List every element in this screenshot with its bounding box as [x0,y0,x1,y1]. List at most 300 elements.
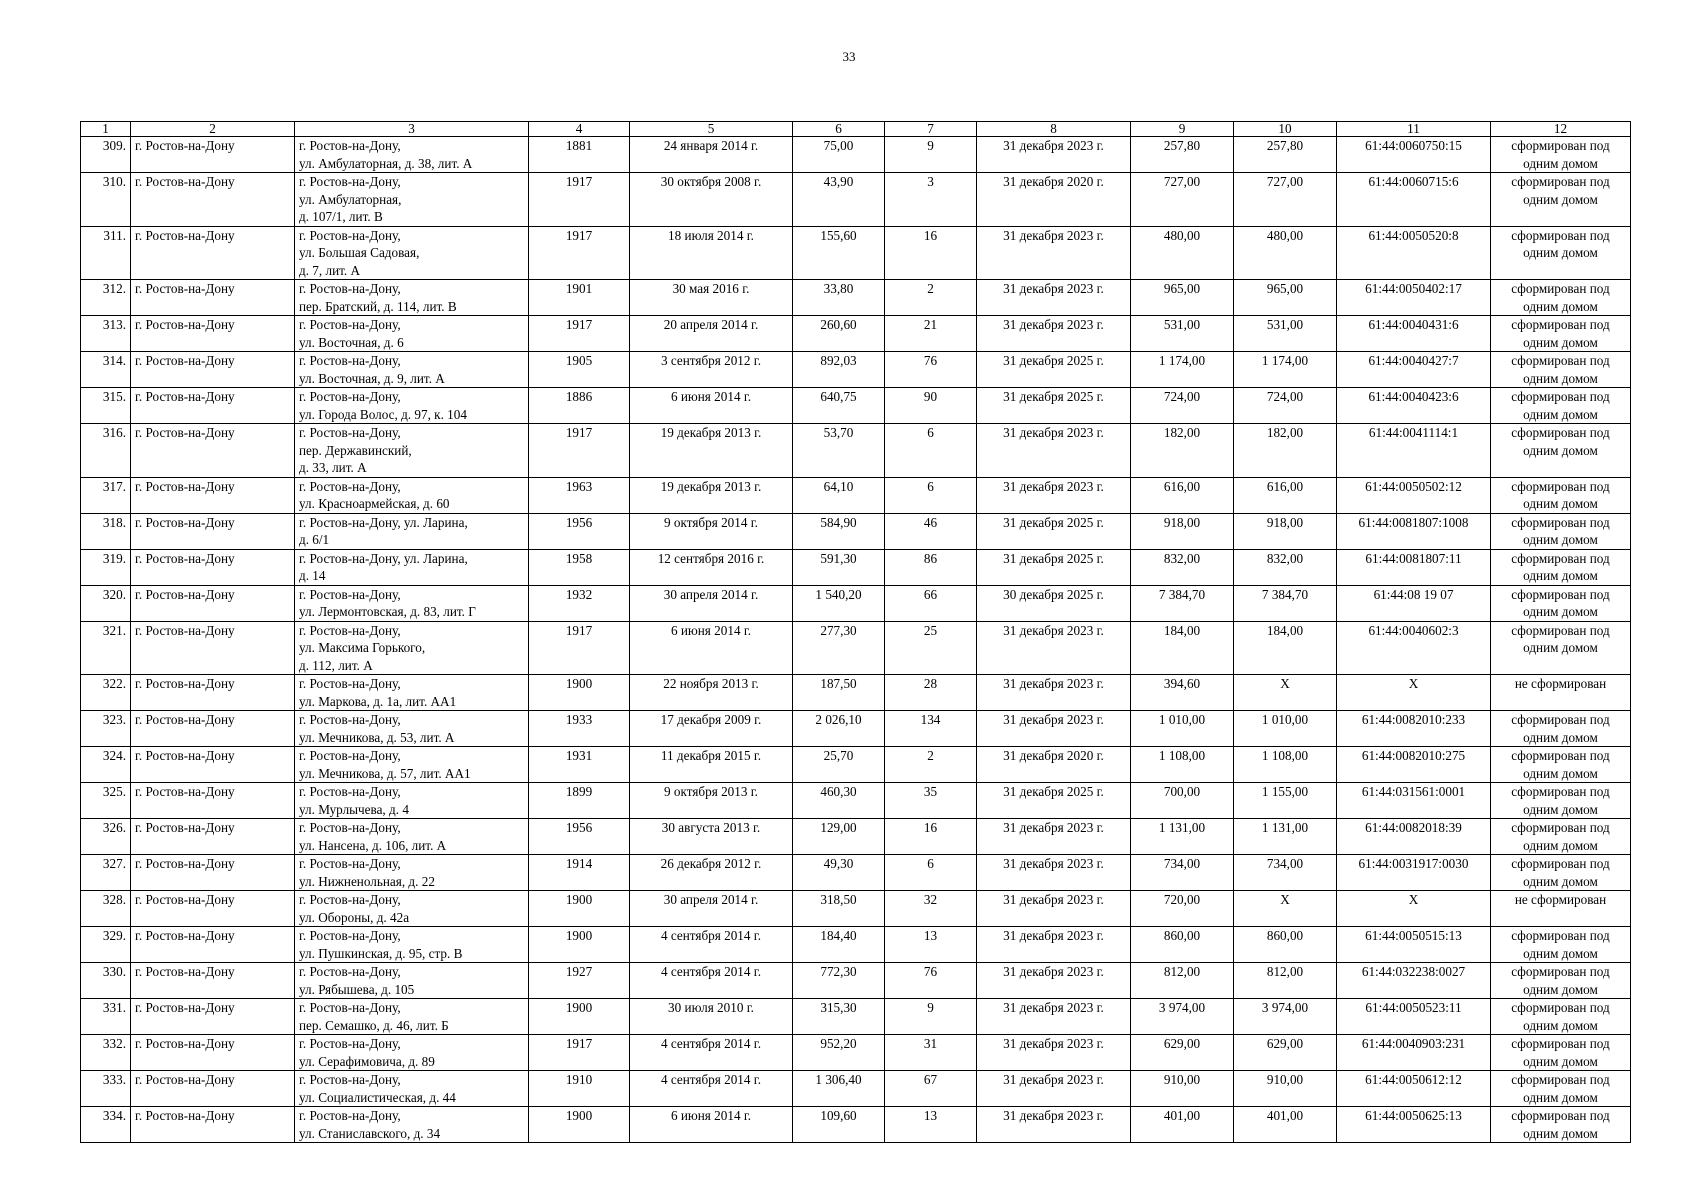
land-status-cell: сформирован под одним домом [1491,819,1631,855]
cadastral-number-cell: 61:44:0050612:12 [1337,1071,1491,1107]
row-number-cell: 309. [81,137,131,173]
cost-actual-cell: 965,00 [1234,280,1337,316]
table-row [81,855,1631,891]
residents-cell: 9 [885,999,977,1035]
city-cell: г. Ростов-на-Дону [131,855,295,891]
city-cell: г. Ростов-на-Дону [131,963,295,999]
cadastral-number-cell: 61:44:0040431:6 [1337,316,1491,352]
cadastral-number-cell: 61:44:08 19 07 [1337,585,1491,621]
cadastral-number-cell: 61:44:0050523:11 [1337,999,1491,1035]
address-cell: г. Ростов-на-Дону, ул. Мечникова, д. 53, лит. А [295,711,529,747]
cost-actual-cell: X [1234,675,1337,711]
address-cell: г. Ростов-на-Дону, пер. Братский, д. 114, лит. В [295,280,529,316]
date-cell: 4 сентября 2014 г. [630,1035,793,1071]
cost-actual-cell: 184,00 [1234,621,1337,675]
address-cell: г. Ростов-на-Дону, пер. Державинский, д. 33, лит. А [295,424,529,478]
cadastral-number-cell: 61:44:0050520:8 [1337,226,1491,280]
residents-cell: 134 [885,711,977,747]
deadline-cell: 31 декабря 2023 г. [977,855,1131,891]
year-cell: 1905 [529,352,630,388]
year-cell: 1917 [529,173,630,227]
cost-actual-cell: 531,00 [1234,316,1337,352]
table-row [81,621,1631,675]
land-status-cell: сформирован под одним домом [1491,388,1631,424]
date-cell: 26 декабря 2012 г. [630,855,793,891]
area-cell: 772,30 [793,963,885,999]
residents-cell: 31 [885,1035,977,1071]
cost-estimate-cell: 965,00 [1131,280,1234,316]
area-cell: 64,10 [793,477,885,513]
header-row [81,122,1631,137]
row-number-cell: 330. [81,963,131,999]
cadastral-number-cell: 61:44:0082018:39 [1337,819,1491,855]
table-row [81,137,1631,173]
area-cell: 25,70 [793,747,885,783]
land-status-cell: сформирован под одним домом [1491,173,1631,227]
residents-cell: 9 [885,137,977,173]
year-cell: 1881 [529,137,630,173]
table-row [81,316,1631,352]
deadline-cell: 31 декабря 2023 г. [977,711,1131,747]
residents-cell: 2 [885,280,977,316]
table-row [81,173,1631,227]
land-status-cell: сформирован под одним домом [1491,137,1631,173]
row-number-cell: 310. [81,173,131,227]
address-cell: г. Ростов-на-Дону, ул. Мечникова, д. 57, лит. АА1 [295,747,529,783]
cost-actual-cell: 1 155,00 [1234,783,1337,819]
cadastral-number-cell: 61:44:0041114:1 [1337,424,1491,478]
city-cell: г. Ростов-на-Дону [131,675,295,711]
land-status-cell: сформирован под одним домом [1491,1107,1631,1143]
column-number-header: 11 [1337,122,1491,137]
cost-actual-cell: 812,00 [1234,963,1337,999]
land-status-cell: сформирован под одним домом [1491,280,1631,316]
area-cell: 315,30 [793,999,885,1035]
cost-estimate-cell: 812,00 [1131,963,1234,999]
address-cell: г. Ростов-на-Дону, ул. Станиславского, д. 34 [295,1107,529,1143]
deadline-cell: 31 декабря 2023 г. [977,675,1131,711]
year-cell: 1958 [529,549,630,585]
date-cell: 6 июня 2014 г. [630,388,793,424]
cost-estimate-cell: 531,00 [1131,316,1234,352]
cost-estimate-cell: 700,00 [1131,783,1234,819]
cadastral-number-cell: 61:44:0040427:7 [1337,352,1491,388]
column-number-header: 8 [977,122,1131,137]
area-cell: 460,30 [793,783,885,819]
cadastral-number-cell: 61:44:0040903:231 [1337,1035,1491,1071]
date-cell: 24 января 2014 г. [630,137,793,173]
city-cell: г. Ростов-на-Дону [131,424,295,478]
residents-cell: 13 [885,1107,977,1143]
row-number-cell: 328. [81,891,131,927]
year-cell: 1956 [529,819,630,855]
land-status-cell: сформирован под одним домом [1491,783,1631,819]
row-number-cell: 317. [81,477,131,513]
residents-cell: 35 [885,783,977,819]
table-row [81,963,1631,999]
year-cell: 1917 [529,621,630,675]
address-cell: г. Ростов-на-Дону, ул. Восточная, д. 6 [295,316,529,352]
deadline-cell: 31 декабря 2023 г. [977,316,1131,352]
city-cell: г. Ростов-на-Дону [131,819,295,855]
date-cell: 22 ноября 2013 г. [630,675,793,711]
column-number-header: 3 [295,122,529,137]
column-number-header: 1 [81,122,131,137]
land-status-cell: сформирован под одним домом [1491,855,1631,891]
deadline-cell: 31 декабря 2023 г. [977,1107,1131,1143]
year-cell: 1900 [529,999,630,1035]
residents-cell: 2 [885,747,977,783]
cadastral-number-cell: 61:44:0050515:13 [1337,927,1491,963]
date-cell: 30 августа 2013 г. [630,819,793,855]
year-cell: 1914 [529,855,630,891]
year-cell: 1932 [529,585,630,621]
table-row [81,1035,1631,1071]
city-cell: г. Ростов-на-Дону [131,621,295,675]
address-cell: г. Ростов-на-Дону, ул. Рябышева, д. 105 [295,963,529,999]
year-cell: 1886 [529,388,630,424]
table-row [81,226,1631,280]
row-number-cell: 333. [81,1071,131,1107]
table-row [81,477,1631,513]
address-cell: г. Ростов-на-Дону, ул. Серафимовича, д. 89 [295,1035,529,1071]
table-row [81,711,1631,747]
address-cell: г. Ростов-на-Дону, ул. Города Волос, д. 97, к. 104 [295,388,529,424]
cadastral-number-cell: 61:44:0081807:1008 [1337,513,1491,549]
land-status-cell: сформирован под одним домом [1491,513,1631,549]
city-cell: г. Ростов-на-Дону [131,226,295,280]
cost-estimate-cell: 629,00 [1131,1035,1234,1071]
table-row [81,783,1631,819]
city-cell: г. Ростов-на-Дону [131,280,295,316]
year-cell: 1917 [529,424,630,478]
residents-cell: 16 [885,819,977,855]
cost-estimate-cell: 1 010,00 [1131,711,1234,747]
deadline-cell: 31 декабря 2025 г. [977,352,1131,388]
date-cell: 9 октября 2014 г. [630,513,793,549]
cadastral-number-cell: 61:44:0081807:11 [1337,549,1491,585]
city-cell: г. Ростов-на-Дону [131,513,295,549]
cost-estimate-cell: 401,00 [1131,1107,1234,1143]
cost-actual-cell: 629,00 [1234,1035,1337,1071]
area-cell: 75,00 [793,137,885,173]
table-row [81,549,1631,585]
address-cell: г. Ростов-на-Дону, ул. Восточная, д. 9, лит. А [295,352,529,388]
date-cell: 30 мая 2016 г. [630,280,793,316]
row-number-cell: 316. [81,424,131,478]
deadline-cell: 31 декабря 2023 г. [977,963,1131,999]
date-cell: 30 апреля 2014 г. [630,891,793,927]
deadline-cell: 31 декабря 2023 г. [977,424,1131,478]
date-cell: 12 сентября 2016 г. [630,549,793,585]
area-cell: 43,90 [793,173,885,227]
land-status-cell: сформирован под одним домом [1491,352,1631,388]
row-number-cell: 314. [81,352,131,388]
cost-actual-cell: 1 010,00 [1234,711,1337,747]
area-cell: 1 306,40 [793,1071,885,1107]
cadastral-number-cell: 61:44:0082010:275 [1337,747,1491,783]
area-cell: 277,30 [793,621,885,675]
residents-cell: 13 [885,927,977,963]
address-cell: г. Ростов-на-Дону, ул. Амбулаторная, д. 107/1, лит. В [295,173,529,227]
deadline-cell: 31 декабря 2023 г. [977,1071,1131,1107]
year-cell: 1917 [529,226,630,280]
deadline-cell: 31 декабря 2023 г. [977,891,1131,927]
cost-actual-cell: 3 974,00 [1234,999,1337,1035]
city-cell: г. Ростов-на-Дону [131,999,295,1035]
residents-cell: 90 [885,388,977,424]
column-number-header: 10 [1234,122,1337,137]
area-cell: 155,60 [793,226,885,280]
residents-cell: 6 [885,855,977,891]
deadline-cell: 31 декабря 2025 г. [977,549,1131,585]
table-row [81,927,1631,963]
cadastral-number-cell: 61:44:031561:0001 [1337,783,1491,819]
area-cell: 1 540,20 [793,585,885,621]
row-number-cell: 319. [81,549,131,585]
cost-estimate-cell: 7 384,70 [1131,585,1234,621]
row-number-cell: 320. [81,585,131,621]
cost-actual-cell: 910,00 [1234,1071,1337,1107]
address-cell: г. Ростов-на-Дону, ул. Красноармейская, д. 60 [295,477,529,513]
area-cell: 129,00 [793,819,885,855]
city-cell: г. Ростов-на-Дону [131,891,295,927]
row-number-cell: 315. [81,388,131,424]
table-body [81,122,1631,1143]
residents-cell: 32 [885,891,977,927]
cost-actual-cell: 724,00 [1234,388,1337,424]
date-cell: 30 июля 2010 г. [630,999,793,1035]
deadline-cell: 31 декабря 2023 г. [977,226,1131,280]
row-number-cell: 323. [81,711,131,747]
cadastral-number-cell: 61:44:0050502:12 [1337,477,1491,513]
deadline-cell: 31 декабря 2023 г. [977,280,1131,316]
date-cell: 18 июля 2014 г. [630,226,793,280]
address-cell: г. Ростов-на-Дону, пер. Семашко, д. 46, лит. Б [295,999,529,1035]
address-cell: г. Ростов-на-Дону, ул. Нижненольная, д. 22 [295,855,529,891]
deadline-cell: 31 декабря 2020 г. [977,747,1131,783]
date-cell: 4 сентября 2014 г. [630,1071,793,1107]
cost-actual-cell: 182,00 [1234,424,1337,478]
cadastral-number-cell: 61:44:032238:0027 [1337,963,1491,999]
land-status-cell: сформирован под одним домом [1491,963,1631,999]
date-cell: 30 апреля 2014 г. [630,585,793,621]
cost-estimate-cell: 727,00 [1131,173,1234,227]
cost-actual-cell: 918,00 [1234,513,1337,549]
cost-actual-cell: 860,00 [1234,927,1337,963]
cadastral-number-cell: 61:44:0040423:6 [1337,388,1491,424]
date-cell: 20 апреля 2014 г. [630,316,793,352]
residents-cell: 21 [885,316,977,352]
residents-cell: 46 [885,513,977,549]
land-status-cell: сформирован под одним домом [1491,585,1631,621]
address-cell: г. Ростов-на-Дону, ул. Социалистическая, д. 44 [295,1071,529,1107]
cost-estimate-cell: 1 131,00 [1131,819,1234,855]
date-cell: 17 декабря 2009 г. [630,711,793,747]
address-cell: г. Ростов-на-Дону, ул. Максима Горького, д. 112, лит. А [295,621,529,675]
row-number-cell: 332. [81,1035,131,1071]
residents-cell: 16 [885,226,977,280]
cost-estimate-cell: 480,00 [1131,226,1234,280]
row-number-cell: 331. [81,999,131,1035]
cadastral-number-cell: 61:44:0031917:0030 [1337,855,1491,891]
date-cell: 11 декабря 2015 г. [630,747,793,783]
cadastral-number-cell: 61:44:0040602:3 [1337,621,1491,675]
cost-actual-cell: 832,00 [1234,549,1337,585]
city-cell: г. Ростов-на-Дону [131,747,295,783]
year-cell: 1933 [529,711,630,747]
column-number-header: 4 [529,122,630,137]
address-cell: г. Ростов-на-Дону, ул. Ларина, д. 6/1 [295,513,529,549]
city-cell: г. Ростов-на-Дону [131,1107,295,1143]
cost-estimate-cell: 184,00 [1131,621,1234,675]
deadline-cell: 31 декабря 2023 г. [977,621,1131,675]
residents-cell: 6 [885,424,977,478]
city-cell: г. Ростов-на-Дону [131,477,295,513]
row-number-cell: 326. [81,819,131,855]
land-status-cell: сформирован под одним домом [1491,549,1631,585]
row-number-cell: 321. [81,621,131,675]
column-number-header: 12 [1491,122,1631,137]
deadline-cell: 31 декабря 2023 г. [977,999,1131,1035]
city-cell: г. Ростов-на-Дону [131,1071,295,1107]
address-cell: г. Ростов-на-Дону, ул. Маркова, д. 1а, лит. АА1 [295,675,529,711]
deadline-cell: 31 декабря 2023 г. [977,927,1131,963]
area-cell: 49,30 [793,855,885,891]
city-cell: г. Ростов-на-Дону [131,585,295,621]
table-row [81,819,1631,855]
date-cell: 30 октября 2008 г. [630,173,793,227]
cadastral-number-cell: 61:44:0060715:6 [1337,173,1491,227]
year-cell: 1899 [529,783,630,819]
area-cell: 187,50 [793,675,885,711]
area-cell: 640,75 [793,388,885,424]
deadline-cell: 31 декабря 2025 г. [977,513,1131,549]
year-cell: 1963 [529,477,630,513]
column-number-header: 2 [131,122,295,137]
date-cell: 19 декабря 2013 г. [630,477,793,513]
year-cell: 1900 [529,891,630,927]
cost-actual-cell: 616,00 [1234,477,1337,513]
year-cell: 1900 [529,1107,630,1143]
cost-estimate-cell: 1 108,00 [1131,747,1234,783]
row-number-cell: 313. [81,316,131,352]
year-cell: 1900 [529,927,630,963]
city-cell: г. Ростов-на-Дону [131,783,295,819]
row-number-cell: 329. [81,927,131,963]
cost-actual-cell: 257,80 [1234,137,1337,173]
row-number-cell: 325. [81,783,131,819]
cost-estimate-cell: 182,00 [1131,424,1234,478]
cost-estimate-cell: 860,00 [1131,927,1234,963]
cost-actual-cell: 1 174,00 [1234,352,1337,388]
date-cell: 9 октября 2013 г. [630,783,793,819]
cost-actual-cell: X [1234,891,1337,927]
cost-actual-cell: 1 108,00 [1234,747,1337,783]
table-row [81,891,1631,927]
area-cell: 184,40 [793,927,885,963]
residents-cell: 67 [885,1071,977,1107]
cadastral-number-cell: 61:44:0060750:15 [1337,137,1491,173]
residents-cell: 76 [885,352,977,388]
cost-actual-cell: 401,00 [1234,1107,1337,1143]
year-cell: 1917 [529,1035,630,1071]
cost-estimate-cell: 910,00 [1131,1071,1234,1107]
date-cell: 6 июня 2014 г. [630,1107,793,1143]
column-number-header: 9 [1131,122,1234,137]
date-cell: 3 сентября 2012 г. [630,352,793,388]
city-cell: г. Ростов-на-Дону [131,711,295,747]
cadastral-number-cell: 61:44:0050625:13 [1337,1107,1491,1143]
residents-cell: 76 [885,963,977,999]
year-cell: 1917 [529,316,630,352]
area-cell: 584,90 [793,513,885,549]
table-row [81,999,1631,1035]
residents-cell: 66 [885,585,977,621]
deadline-cell: 31 декабря 2023 г. [977,1035,1131,1071]
cost-estimate-cell: 720,00 [1131,891,1234,927]
deadline-cell: 31 декабря 2020 г. [977,173,1131,227]
residents-cell: 3 [885,173,977,227]
date-cell: 6 июня 2014 г. [630,621,793,675]
table-row [81,352,1631,388]
city-cell: г. Ростов-на-Дону [131,352,295,388]
cost-estimate-cell: 734,00 [1131,855,1234,891]
cost-actual-cell: 1 131,00 [1234,819,1337,855]
land-status-cell: не сформирован [1491,891,1631,927]
row-number-cell: 324. [81,747,131,783]
residents-cell: 28 [885,675,977,711]
date-cell: 4 сентября 2014 г. [630,927,793,963]
cost-actual-cell: 480,00 [1234,226,1337,280]
table-row [81,1107,1631,1143]
area-cell: 33,80 [793,280,885,316]
area-cell: 2 026,10 [793,711,885,747]
table-row [81,747,1631,783]
cost-actual-cell: 727,00 [1234,173,1337,227]
cost-estimate-cell: 1 174,00 [1131,352,1234,388]
address-cell: г. Ростов-на-Дону, ул. Ларина, д. 14 [295,549,529,585]
city-cell: г. Ростов-на-Дону [131,173,295,227]
table-row [81,513,1631,549]
land-status-cell: сформирован под одним домом [1491,999,1631,1035]
address-cell: г. Ростов-на-Дону, ул. Пушкинская, д. 95, стр. В [295,927,529,963]
table-row [81,1071,1631,1107]
land-status-cell: сформирован под одним домом [1491,1035,1631,1071]
area-cell: 318,50 [793,891,885,927]
table-row [81,424,1631,478]
address-cell: г. Ростов-на-Дону, ул. Амбулаторная, д. 38, лит. А [295,137,529,173]
city-cell: г. Ростов-на-Дону [131,388,295,424]
deadline-cell: 31 декабря 2023 г. [977,137,1131,173]
row-number-cell: 334. [81,1107,131,1143]
land-status-cell: сформирован под одним домом [1491,477,1631,513]
city-cell: г. Ростов-на-Дону [131,1035,295,1071]
cost-estimate-cell: 394,60 [1131,675,1234,711]
cost-estimate-cell: 724,00 [1131,388,1234,424]
row-number-cell: 311. [81,226,131,280]
address-cell: г. Ростов-на-Дону, ул. Обороны, д. 42а [295,891,529,927]
table-row [81,675,1631,711]
city-cell: г. Ростов-на-Дону [131,927,295,963]
page-number: 33 [842,49,856,64]
area-cell: 952,20 [793,1035,885,1071]
cost-actual-cell: 734,00 [1234,855,1337,891]
cost-estimate-cell: 3 974,00 [1131,999,1234,1035]
deadline-cell: 31 декабря 2025 г. [977,783,1131,819]
land-status-cell: сформирован под одним домом [1491,316,1631,352]
land-status-cell: не сформирован [1491,675,1631,711]
